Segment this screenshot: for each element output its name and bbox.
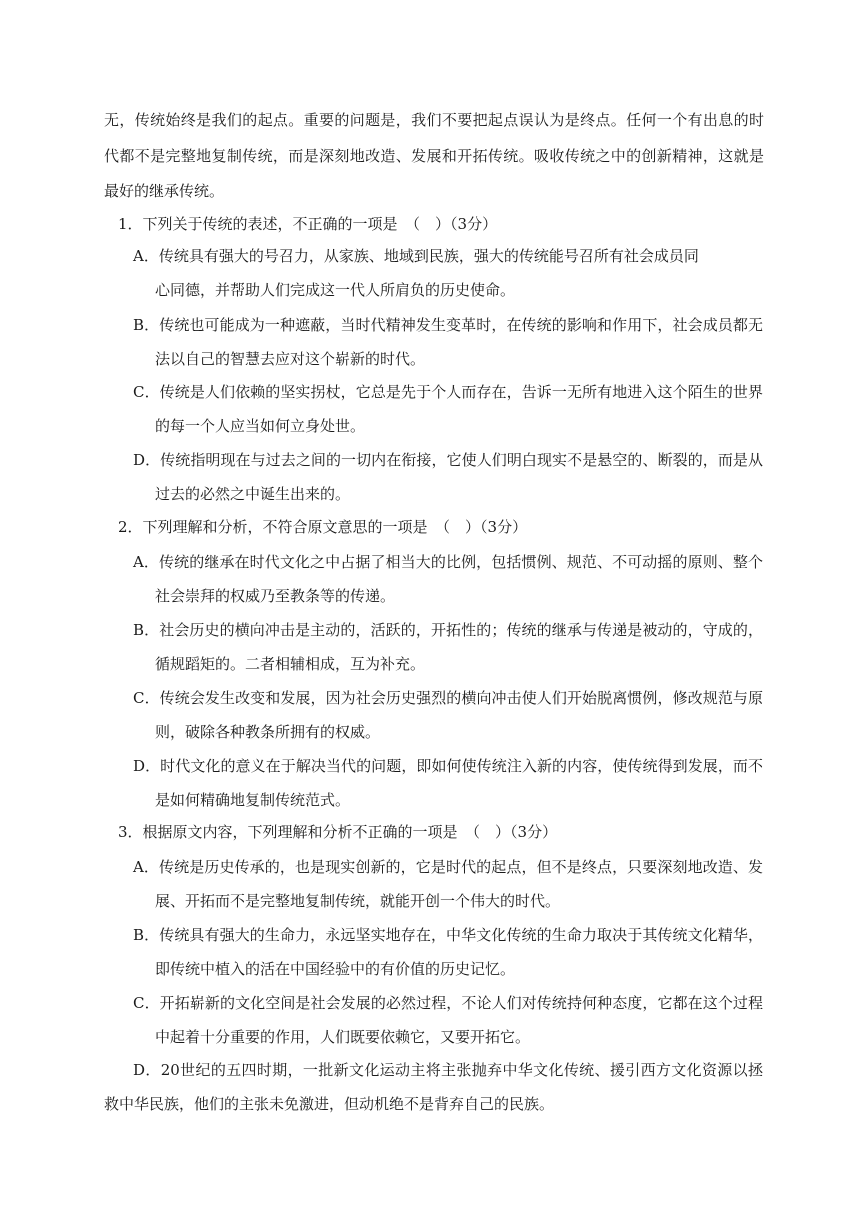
q2-option-d-line-1: D．时代文化的意义在于解决当代的问题，即如何使传统注入新的内容，使传统得到发展，而不 — [133, 757, 763, 775]
q1-option-c-line-1: C．传统是人们依赖的坚实拐杖，它总是先于个人而存在，告诉一无所有地进入这个陌生的世界 — [133, 383, 763, 401]
q3-option-a-line-2: 展、开拓而不是完整地复制传统，就能开创一个伟大的时代。 — [155, 892, 561, 910]
q1-option-b-line-2: 法以自己的智慧去应对这个崭新的时代。 — [155, 350, 426, 368]
q3-option-c-line-1: C．开拓崭新的文化空间是社会发展的必然过程，不论人们对传统持何种态度，它都在这个过程 — [133, 994, 763, 1012]
question-3-stem: 3．根据原文内容，下列理解和分析不正确的一项是 （ ）（3分） — [118, 823, 558, 841]
intro-line-3: 最好的继承传统。 — [104, 182, 225, 200]
q3-option-b-line-2: 即传统中植入的活在中国经验中的有价值的历史记忆。 — [155, 960, 516, 978]
q2-option-c-line-1: C．传统会发生改变和发展，因为社会历史强烈的横向冲击使人们开始脱离惯例，修改规范与原 — [133, 689, 763, 707]
q2-option-b-line-2: 循规蹈矩的。二者相辅相成，互为补充。 — [155, 655, 426, 673]
q3-option-a-line-1: A．传统是历史传承的，也是现实创新的，它是时代的起点，但不是终点，只要深刻地改造、发 — [133, 858, 763, 876]
intro-line-1: 无，传统始终是我们的起点。重要的问题是，我们不要把起点误认为是终点。任何一个有出息的时 — [104, 111, 764, 129]
question-2-stem: 2．下列理解和分析，不符合原文意思的一项是 （ ）（3分） — [118, 518, 528, 536]
q2-option-c-line-2: 则，破除各种教条所拥有的权威。 — [155, 723, 381, 741]
intro-line-2: 代都不是完整地复制传统，而是深刻地改造、发展和开拓传统。吸收传统之中的创新精神，这就是 — [104, 147, 764, 165]
q3-option-b-line-1: B．传统具有强大的生命力，永远坚实地存在，中华文化传统的生命力取决于其传统文化精华， — [133, 926, 763, 944]
q2-option-b-line-1: B．社会历史的横向冲击是主动的，活跃的，开拓性的；传统的继承与传递是被动的，守成的， — [133, 621, 763, 639]
q1-option-a-line-1: A．传统具有强大的号召力，从家族、地域到民族，强大的传统能号召所有社会成员同 — [133, 247, 699, 265]
q3-option-d-line-1: D．20世纪的五四时期，一批新文化运动主将主张抛弃中华文化传统、援引西方文化资源以拯 — [133, 1061, 763, 1079]
q3-option-c-line-2: 中起着十分重要的作用，人们既要依赖它，又要开拓它。 — [155, 1028, 531, 1046]
q2-option-a-line-2: 社会崇拜的权威乃至教条等的传递。 — [155, 587, 396, 605]
q2-option-d-line-2: 是如何精确地复制传统范式。 — [155, 791, 351, 809]
q3-option-d-line-2: 救中华民族，他们的主张未免激进，但动机绝不是背弃自己的民族。 — [104, 1095, 555, 1113]
q1-option-c-line-2: 的每一个人应当如何立身处世。 — [155, 417, 366, 435]
q2-option-a-line-1: A．传统的继承在时代文化之中占据了相当大的比例，包括惯例、规范、不可动摇的原则、整个 — [133, 553, 763, 571]
question-1-stem: 1．下列关于传统的表述，不正确的一项是 （ ）（3分） — [118, 215, 498, 233]
q1-option-d-line-1: D．传统指明现在与过去之间的一切内在衔接，它使人们明白现实不是悬空的、断裂的，而是从 — [133, 451, 763, 469]
q1-option-a-line-2: 心同德，并帮助人们完成这一代人所肩负的历史使命。 — [155, 281, 516, 299]
q1-option-d-line-2: 过去的必然之中诞生出来的。 — [155, 485, 351, 503]
q1-option-b-line-1: B．传统也可能成为一种遮蔽，当时代精神发生变革时，在传统的影响和作用下，社会成员都无 — [133, 316, 763, 334]
